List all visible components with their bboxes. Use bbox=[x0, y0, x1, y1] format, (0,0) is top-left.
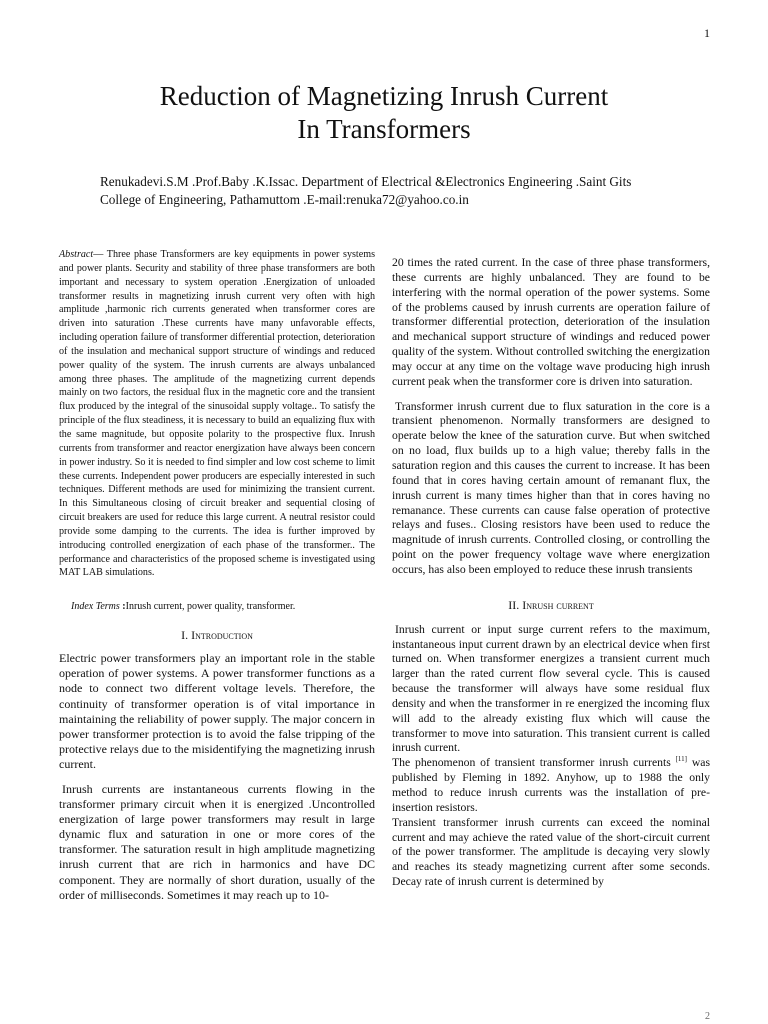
fleming-text-after: was published by Fleming in 1892. Anyhow, up to 1988 the only method to reduce inrush currents was the installation of pre-insertion resistors. bbox=[392, 756, 710, 814]
inrush-paragraph: Inrush current or input surge current refers to the maximum, instantaneous input current drawn by an electrical device when first turned on. When transformer energizes a transient current much larger than the rated current flow several cycle. This is caused because the transformer will always have some residual flux density and when the transformer in re energized the incoming flux will add to the already existing flux which will cause the transformer to move into saturation. This transient current is called inrush current. bbox=[392, 622, 710, 755]
index-terms-text: Inrush current, power quality, transformer. bbox=[125, 601, 296, 613]
author-affiliation bbox=[100, 173, 685, 209]
citation-reference: [11] bbox=[675, 755, 687, 764]
abstract-label: Abstract bbox=[59, 249, 94, 260]
index-terms-colon: : bbox=[119, 601, 126, 613]
fleming-text-before: The phenomenon of transient transformer inrush currents bbox=[392, 756, 676, 770]
author-line: College of Engineering, Pathamuttom .E-mail:renuka72@yahoo.co.in bbox=[100, 192, 469, 207]
intro-paragraph: Inrush currents are instantaneous currents flowing in the transformer primary circuit when it is energized .Uncontrolled energization of large power transformers may result in large dynamic flux and saturation in one or more cores of the transformer. The saturation result in high amplitude magnetizing inrush current that are rich in harmonics and have DC component. They are normally of short duration, usually of the order of milliseconds. Sometimes it may reach up to 10- bbox=[59, 782, 375, 902]
paper-title bbox=[0, 80, 768, 146]
abstract bbox=[59, 248, 375, 580]
intro-continued-paragraph: Transformer inrush current due to flux saturation in the core is a transient phenomenon. Normally transformers are designed to operate below the knee of the saturation curve. But when switched on no load, flux builds up to a high value; thereby falls in the saturation region and this causes the current to increase. It has been found that in cores having certain amount of remanant flux, the inrush current is many times higher than that in cores having no remanance. These currents can cause false operation of protective relays and fuses.. Closing resistors have been used to reduce the magnitude of inrush currents. Controlled closing, or controlling the point on the power frequency voltage wave where energization occurs, has also been employed to reduce these inrush transients bbox=[392, 399, 710, 576]
page-number: 1 bbox=[704, 26, 710, 40]
author-line: Renukadevi.S.M .Prof.Baby .K.Issac. Department of Electrical &Electronics Engineering .Saint Gits bbox=[100, 174, 632, 189]
intro-continued-paragraph: 20 times the rated current. In the case of three phase transformers, these currents are highly unbalanced. They are found to be interfering with the normal operation of the power systems. Some of the problems caused by inrush currents are operation failure of transformer differential protection, deterioration of the insulation and mechanical support structure of windings and reduced power quality of the system. Without controlled switching the energization may occur at any time on the voltage wave producing high inrush current peak when the transformer core is driven into saturation. bbox=[392, 256, 710, 388]
inrush-fleming-paragraph bbox=[392, 756, 710, 815]
right-column bbox=[392, 256, 710, 890]
intro-paragraph: Electric power transformers play an important role in the stable operation of power systems. A power transformer functions as a node to connect two different voltage levels. Therefore, the continuity of transformer operation is of vital importance in maintaining the reliability of power supply. The major concern in power transformer protection is to avoid the false tripping of the protective relays due to the misidentifying the magnetizing inrush current. bbox=[59, 651, 375, 771]
section-heading-inrush-current: II. Inrush current bbox=[508, 597, 594, 612]
abstract-text: Three phase Transformers are key equipments in power systems and power plants. Security and stability of three phase transformers are both important and necessary to system operation .Energization of unloaded transformer results in magnetizing inrush current very often with high amplitude ,harmonic rich currents generated when transformer cores are driven into saturation .These currents have many unfavorable effects, including operation failure of transformer differential protection, deterioration of the insulation and mechanical support structure of windings and reduced power quality of the system. The inrush currents are always unbalanced among three phases. The amplitude of the magnetizing current depends mainly on two factors, the residual flux in the magnetic core and the transient flux produced by the integral of the sinusoidal supply voltage.. To satisfy the principle of the flux steadiness, it is necessary to build an equalizing flux with the same magnitude, but opposite polarity to the prospective flux. Inrush currents from transformer and reactor energization have always been concern in power industry. So it is needed to find simpler and low cost scheme to limit these currents. Independent power producers are especially interested in such techniques. Different methods are used for minimizing the transient current. In this Simultaneous closing of circuit breaker and sequential closing of circuit breakers are used for reduce this large current. A neutral resistor could provide some damping to the currents. The idea is further improved by introducing controlled energization of each phase of the transformer.. The performance and characteristics of the proposed scheme is investigated using MAT LAB simulations. bbox=[59, 249, 375, 579]
left-column bbox=[59, 248, 375, 913]
title-line: Reduction of Magnetizing Inrush Current bbox=[159, 81, 609, 111]
title-line: In Transformers bbox=[297, 114, 471, 144]
inrush-paragraph: Transient transformer inrush currents can exceed the nominal current and may achieve the rated value of the short-circuit current of the power transformer. The amplitude is decaying very slowly and reaches its steady magnetizing current after some seconds. Decay rate of inrush current is determined by bbox=[392, 815, 710, 889]
next-page-mark: 2 bbox=[705, 1011, 710, 1022]
abstract-dash: — bbox=[93, 249, 104, 260]
section-heading-introduction: I. Introduction bbox=[181, 628, 253, 643]
index-terms bbox=[71, 600, 375, 614]
index-terms-label: Index Terms bbox=[71, 601, 120, 613]
